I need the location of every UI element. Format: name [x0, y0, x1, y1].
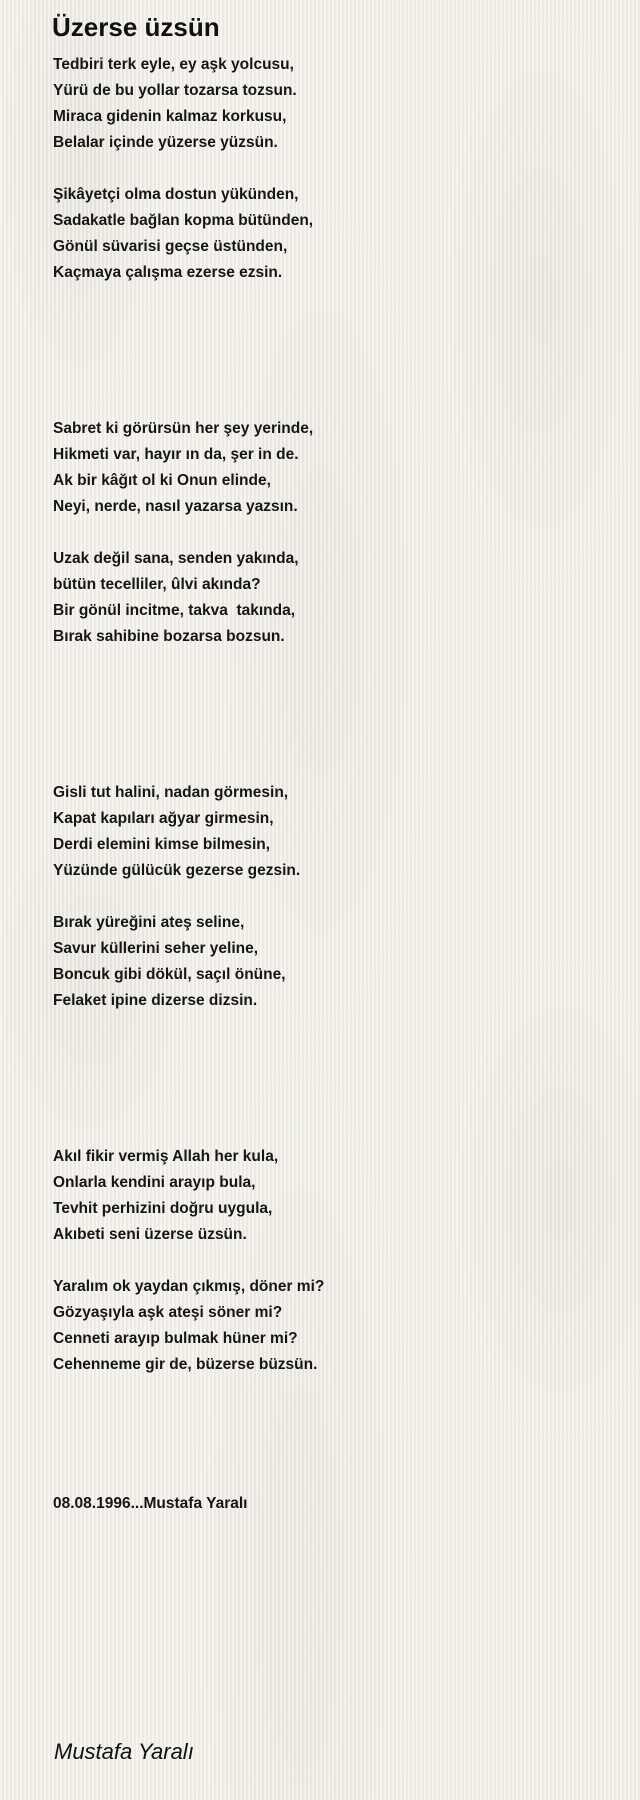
- stanza-spacer: [53, 1248, 613, 1274]
- poem-line: Bırak yüreğini ateş seline,: [53, 914, 245, 931]
- poem-line: Şikâyetçi olma dostun yükünden,: [53, 186, 299, 203]
- poem-line: Yüzünde gülücük gezerse gezsin.: [53, 862, 301, 879]
- poem-line: Cehenneme gir de, büzerse büzsün.: [53, 1356, 318, 1373]
- stanza-5: [53, 780, 613, 884]
- poem-line: Tedbiri terk eyle, ey aşk yolcusu,: [53, 56, 294, 73]
- poem-line: Neyi, nerde, nasıl yazarsa yazsın.: [53, 498, 298, 515]
- section-spacer: [53, 650, 613, 780]
- poem-line: Akıbeti seni üzerse üzsün.: [53, 1226, 247, 1243]
- stanza-2: [53, 182, 613, 286]
- poem-line: Tevhit perhizini doğru uygula,: [53, 1200, 273, 1217]
- poem-line: Uzak değil sana, senden yakında,: [53, 550, 299, 567]
- stanza-spacer: [53, 520, 613, 546]
- poem-line: bütün tecelliler, ûlvi akında?: [53, 576, 261, 593]
- stanza-spacer: [53, 884, 613, 910]
- stanza-8: [53, 1274, 613, 1378]
- poem-line: Miraca gidenin kalmaz korkusu,: [53, 108, 287, 125]
- poem-line: Akıl fikir vermiş Allah her kula,: [53, 1148, 279, 1165]
- poem-line: Gisli tut halini, nadan görmesin,: [53, 784, 289, 801]
- poem-line: Sabret ki görürsün her şey yerinde,: [53, 420, 314, 437]
- stanza-4: [53, 546, 613, 650]
- section-spacer: [53, 1014, 613, 1144]
- poem-line: Onlarla kendini arayıp bula,: [53, 1174, 256, 1191]
- poem-line: Kapat kapıları ağyar girmesin,: [53, 810, 274, 827]
- poem-line: Felaket ipine dizerse dizsin.: [53, 992, 258, 1009]
- poem-line: Kaçmaya çalışma ezerse ezsin.: [53, 264, 283, 281]
- poem-line: Hikmeti var, hayır ın da, şer in de.: [53, 446, 299, 463]
- poem-line: Yaralım ok yaydan çıkmış, döner mi?: [53, 1278, 325, 1295]
- poem-title: Üzerse üzsün: [52, 12, 220, 42]
- poem-line: Boncuk gibi dökül, saçıl önüne,: [53, 966, 286, 983]
- poem-body: [53, 52, 613, 1378]
- poem-line: Bir gönül incitme, takva takında,: [53, 602, 296, 619]
- poem-line: Sadakatle bağlan kopma bütünden,: [53, 212, 314, 229]
- stanza-1: [53, 52, 613, 156]
- poem-line: Derdi elemini kimse bilmesin,: [53, 836, 271, 853]
- poem-line: Gönül süvarisi geçse üstünden,: [53, 238, 288, 255]
- stanza-6: [53, 910, 613, 1014]
- poem-line: Yürü de bu yollar tozarsa tozsun.: [53, 82, 297, 99]
- author-name[interactable]: Mustafa Yaralı: [54, 1739, 194, 1764]
- section-spacer: [53, 286, 613, 416]
- poem-date-author: 08.08.1996...Mustafa Yaralı: [53, 1495, 248, 1512]
- stanza-3: [53, 416, 613, 520]
- poem-line: Savur küllerini seher yeline,: [53, 940, 259, 957]
- stanza-7: [53, 1144, 613, 1248]
- poem-line: Cenneti arayıp bulmak hüner mi?: [53, 1330, 298, 1347]
- poem-line: Belalar içinde yüzerse yüzsün.: [53, 134, 278, 151]
- stanza-spacer: [53, 156, 613, 182]
- poem-line: Ak bir kâğıt ol ki Onun elinde,: [53, 472, 271, 489]
- poem-line: Gözyaşıyla aşk ateşi söner mi?: [53, 1304, 283, 1321]
- poem-line: Bırak sahibine bozarsa bozsun.: [53, 628, 285, 645]
